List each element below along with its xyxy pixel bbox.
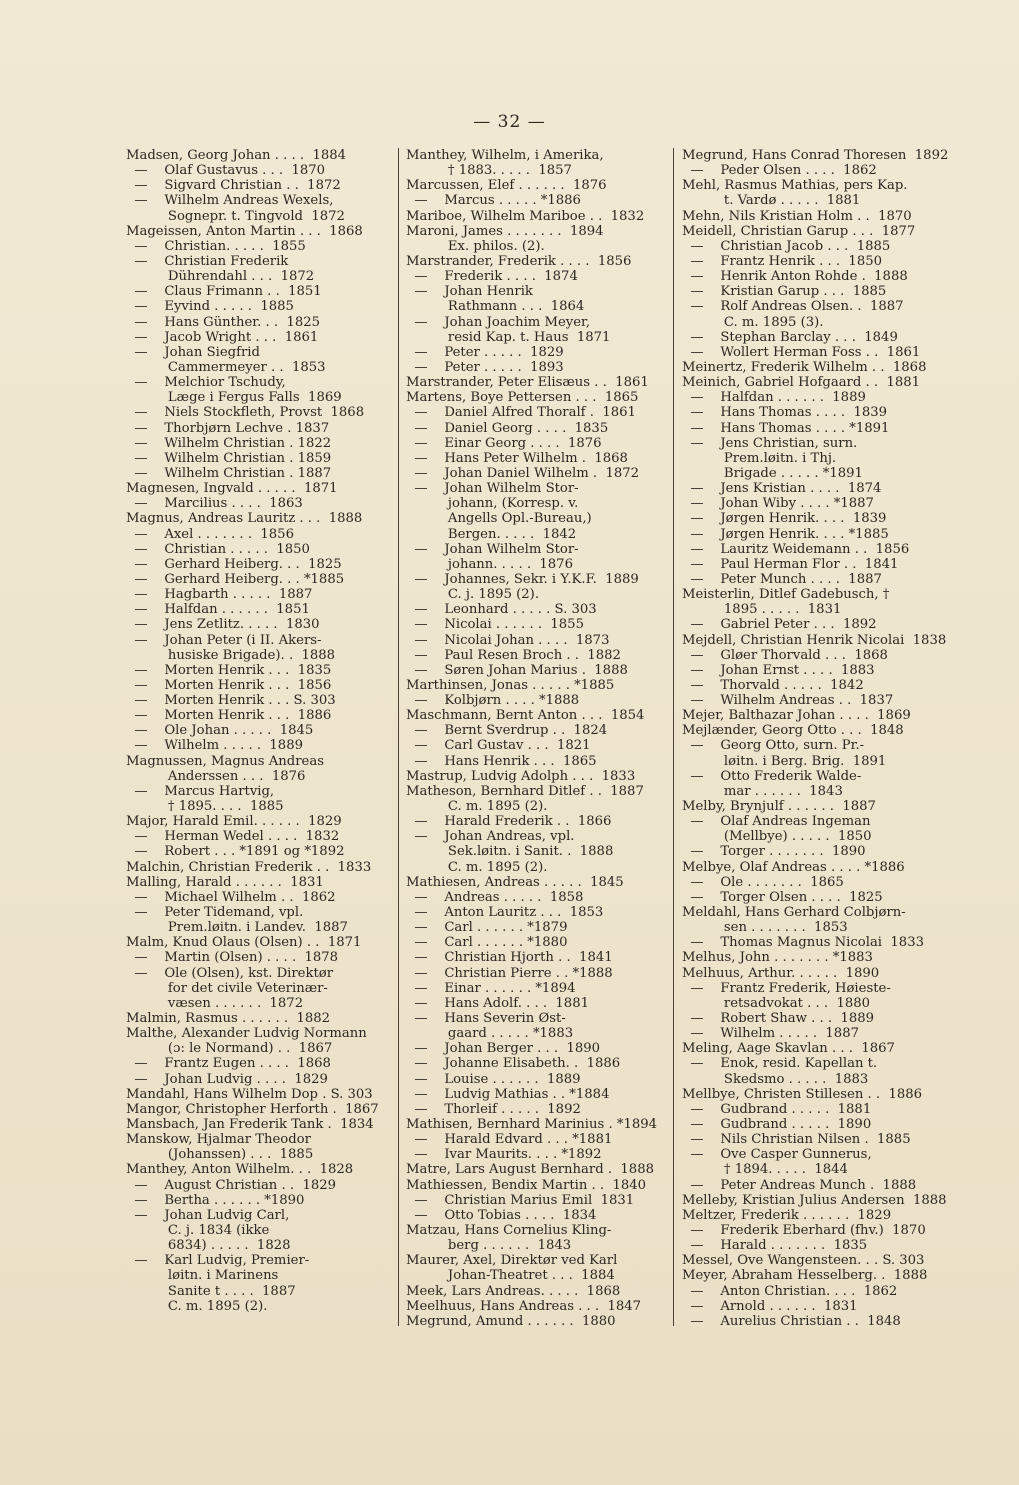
register-entry: — Robert Shaw . . . 1889 [682, 1011, 875, 1027]
register-entry: Meling, Aage Skavlan . . . 1867 [682, 1041, 895, 1057]
register-entry: — Gerhard Heiberg. . . 1825 [126, 556, 342, 572]
register-entry: Melbye, Olaf Andreas . . . . *1886 [682, 859, 905, 875]
register-entry: — Wilhelm Andreas . . 1837 [682, 693, 894, 709]
register-entry: — Christian Marius Emil 1831 [406, 1192, 635, 1208]
register-entry: — Wilhelm Andreas Wexels, [126, 193, 334, 209]
register-entry: Mathisen, Bernhard Marinius . *1894 [406, 1117, 658, 1132]
register-entry: — Arnold . . . . . . 1831 [682, 1298, 858, 1314]
register-entry: — Ludvig Mathias . . *1884 [406, 1086, 610, 1102]
register-entry: Magnussen, Magnus Andreas [126, 753, 324, 769]
register-entry: C. m. 1895 (2). [406, 799, 548, 815]
register-entry: — Anton Christian. . . . 1862 [682, 1283, 898, 1299]
register-entry: Meek, Lars Andreas. . . . . 1868 [406, 1283, 621, 1299]
register-entry: — Georg Otto, surn. Pr.- [682, 738, 865, 754]
register-entry: Angells Opl.-Bureau,) [406, 511, 592, 527]
register-entry: Ex. philos. (2). [406, 238, 545, 254]
register-entry: — Wilhelm . . . . . 1889 [126, 738, 303, 754]
register-entry: — Carl Gustav . . . 1821 [406, 738, 591, 754]
register-entry: Malmin, Rasmus . . . . . . 1882 [126, 1011, 331, 1027]
register-entry: — Peter . . . . . 1893 [406, 359, 564, 375]
register-entry: Læge i Fergus Falls 1869 [126, 390, 342, 406]
register-entry: — Daniel Georg . . . . 1835 [406, 420, 609, 436]
register-entry: Mageissen, Anton Martin . . . 1868 [126, 223, 363, 239]
register-entry: Messel, Ove Wangensteen. . . S. 303 [682, 1253, 925, 1269]
register-entry: Mansbach, Jan Frederik Tank . 1834 [126, 1117, 374, 1132]
register-entry: — Hans Peter Wilhelm . 1868 [406, 450, 628, 466]
register-entry: Mathiesen, Andreas . . . . . 1845 [406, 874, 624, 890]
register-entry: — Aurelius Christian . . 1848 [682, 1313, 901, 1329]
register-entry: Mellbye, Christen Stillesen . . 1886 [682, 1086, 923, 1102]
register-entry: — Carl . . . . . . *1880 [406, 935, 568, 951]
register-entry: Malling, Harald . . . . . . 1831 [126, 874, 324, 890]
register-entry: — Frantz Eugen . . . . 1868 [126, 1056, 331, 1072]
register-entry: — Thorleif . . . . . 1892 [406, 1101, 581, 1117]
register-entry: — Peder Olsen . . . . 1862 [682, 163, 877, 179]
register-entry: Magnesen, Ingvald . . . . . 1871 [126, 481, 338, 497]
register-entry: Marthinsen, Jonas . . . . . *1885 [406, 677, 615, 693]
register-entry: Megrund, Amund . . . . . . 1880 [406, 1313, 616, 1329]
register-entry: — Marcus Hartvig, [126, 783, 275, 799]
register-entry: Mariboe, Wilhelm Mariboe . . 1832 [406, 208, 645, 224]
register-entry: Meldahl, Hans Gerhard Colbjørn- [682, 905, 906, 921]
register-entry: Matheson, Bernhard Ditlef . . 1887 [406, 783, 644, 799]
register-entry: Cammermeyer . . 1853 [126, 359, 326, 375]
register-entry: — Daniel Alfred Thoralf . 1861 [406, 405, 636, 421]
register-entry: — Halfdan . . . . . . 1851 [126, 602, 310, 618]
register-entry: — Rolf Andreas Olsen. . 1887 [682, 299, 904, 315]
register-entry: — Niels Stockfleth, Provst 1868 [126, 405, 365, 421]
register-entry: Meinertz, Frederik Wilhelm . . 1868 [682, 359, 927, 375]
register-entry: — Nils Christian Nilsen . 1885 [682, 1132, 911, 1148]
register-entry: — Olaf Andreas Ingeman [682, 814, 871, 830]
column-divider-2 [673, 148, 674, 1326]
register-entry: — Marcus . . . . . *1886 [406, 193, 581, 209]
register-entry: Mejdell, Christian Henrik Nicolai 1838 [682, 632, 947, 648]
register-entry: Marcussen, Elef . . . . . . 1876 [406, 178, 607, 194]
register-entry: — Jørgen Henrik. . . . 1839 [682, 511, 887, 527]
register-entry: Mejer, Balthazar Johan . . . . 1869 [682, 708, 911, 724]
register-entry: — Morten Henrik . . . 1856 [126, 677, 332, 693]
register-entry: — Jens Kristian . . . . 1874 [682, 481, 882, 497]
register-entry: — Anton Lauritz . . . 1853 [406, 905, 604, 921]
register-entry: — Paul Herman Flor . . 1841 [682, 556, 899, 572]
name-column-3 [682, 148, 954, 1329]
register-entry: — Peter Andreas Munch . 1888 [682, 1177, 917, 1193]
register-entry: — Christian Pierre . . *1888 [406, 965, 613, 981]
page-number: — 32 — [473, 112, 546, 132]
register-entry: — Hans Severin Øst- [406, 1011, 566, 1027]
register-entry: — Stephan Barclay . . . 1849 [682, 329, 898, 345]
register-entry: — Claus Frimann . . 1851 [126, 284, 322, 300]
register-entry: † 1895. . . . 1885 [126, 799, 284, 815]
register-entry: — Johan Berger . . . 1890 [406, 1041, 601, 1057]
register-entry: — Melchior Tschudy, [126, 375, 286, 391]
register-entry: Dührendahl . . . 1872 [126, 269, 315, 285]
register-entry: 1895 . . . . . 1831 [682, 602, 842, 618]
register-entry: — Thorbjørn Lechve . 1837 [126, 420, 330, 436]
register-entry: johann, (Korresp. v. [406, 496, 579, 512]
register-entry: Mehn, Nils Kristian Holm . . 1870 [682, 208, 912, 224]
register-entry: — Axel . . . . . . . 1856 [126, 526, 294, 542]
register-entry: — Henrik Anton Rohde . 1888 [682, 269, 908, 285]
register-entry: — Thorvald . . . . . 1842 [682, 677, 864, 693]
register-entry: — Johan Henrik [406, 284, 533, 300]
register-entry: — Wilhelm Christian . 1859 [126, 450, 332, 466]
register-entry: — Morten Henrik . . . S. 303 [126, 693, 336, 709]
register-entry: Johan-Theatret . . . 1884 [406, 1268, 615, 1284]
register-entry: — Jens Zetlitz. . . . . 1830 [126, 617, 320, 633]
register-entry: Marstrander, Peter Elisæus . . 1861 [406, 375, 649, 391]
register-entry: sen . . . . . . . 1853 [682, 920, 848, 936]
register-entry: — Martin (Olsen) . . . . 1878 [126, 950, 339, 966]
register-entry: — Wilhelm Christian . 1887 [126, 465, 332, 481]
register-entry: C. j. 1834 (ikke [126, 1222, 270, 1238]
register-entry: — Frederik Eberhard (fhv.) 1870 [682, 1222, 926, 1238]
register-entry: — Louise . . . . . . 1889 [406, 1071, 581, 1087]
register-entry: — Lauritz Weidemann . . 1856 [682, 541, 910, 557]
register-entry: — Wilhelm Christian . 1822 [126, 435, 332, 451]
register-entry: — Johan Peter (i II. Akers- [126, 632, 322, 648]
register-entry: — Christian Hjorth . . 1841 [406, 950, 613, 966]
register-entry: resid Kap. t. Haus 1871 [406, 329, 611, 345]
register-entry: — Gudbrand . . . . . 1881 [682, 1101, 872, 1117]
register-entry: Melleby, Kristian Julius Andersen 1888 [682, 1192, 947, 1208]
register-entry: — Peter Tidemand, vpl. [126, 905, 304, 921]
register-entry: — Johan Andreas, vpl. [406, 829, 575, 845]
register-entry: Meidell, Christian Garup . . . 1877 [682, 223, 916, 239]
register-entry: — Andreas . . . . . 1858 [406, 889, 584, 905]
register-entry: — Eyvind . . . . . 1885 [126, 299, 294, 315]
register-entry: — Jørgen Henrik. . . . *1885 [682, 526, 889, 542]
register-entry: — Einar . . . . . . *1894 [406, 980, 576, 996]
register-entry: Magnus, Andreas Lauritz . . . 1888 [126, 511, 363, 527]
register-entry: johann. . . . . 1876 [406, 556, 573, 572]
register-entry: — Ivar Maurits. . . . *1892 [406, 1147, 602, 1163]
register-entry: mar . . . . . . 1843 [682, 783, 843, 799]
register-entry: — Johan Joachim Meyer, [406, 314, 591, 330]
register-entry: — Søren Johan Marius . 1888 [406, 662, 628, 678]
register-entry: — Leonhard . . . . . S. 303 [406, 602, 597, 618]
register-entry: husiske Brigade). . 1888 [126, 647, 336, 663]
register-entry: — Johan Wiby . . . . *1887 [682, 496, 874, 512]
column-divider-1 [398, 148, 399, 1326]
register-entry: Maroni, James . . . . . . . 1894 [406, 223, 604, 239]
register-entry: (Johanssen) . . . 1885 [126, 1147, 314, 1163]
register-entry: Prem.løitn. i Thj. [682, 450, 837, 466]
register-entry: — Enok, resid. Kapellan t. [682, 1056, 878, 1072]
name-column-1 [126, 148, 388, 1314]
register-entry: — Hans Günther. . . 1825 [126, 314, 321, 330]
register-entry: — Frederik . . . . 1874 [406, 269, 578, 285]
register-entry: Madsen, Georg Johan . . . . 1884 [126, 148, 347, 163]
register-entry: — Hans Thomas . . . . *1891 [682, 420, 890, 436]
register-entry: — Hagbarth . . . . . 1887 [126, 587, 313, 603]
register-entry: — Halfdan . . . . . . 1889 [682, 390, 866, 406]
register-entry: (ɔ: le Normand) . . 1867 [126, 1041, 333, 1057]
register-entry: — Nicolai Johan . . . . 1873 [406, 632, 610, 648]
register-entry: Meisterlin, Ditlef Gadebusch, † [682, 587, 890, 603]
register-entry: — Ole (Olsen), kst. Direktør [126, 965, 334, 981]
register-entry: C. j. 1895 (2). [406, 587, 540, 603]
register-entry: — Torger . . . . . . . 1890 [682, 844, 866, 860]
register-entry: — Christian. . . . . 1855 [126, 238, 306, 254]
register-entry: — Thomas Magnus Nicolai 1833 [682, 935, 924, 951]
register-entry: C. m. 1895 (2). [126, 1298, 268, 1314]
register-entry: — Hans Adolf. . . . 1881 [406, 995, 589, 1011]
register-entry: — Hans Henrik . . . 1865 [406, 753, 597, 769]
register-entry: berg . . . . . . 1843 [406, 1238, 572, 1254]
register-entry: Mejlænder, Georg Otto . . . 1848 [682, 723, 904, 739]
register-entry: gaard . . . . . *1883 [406, 1026, 574, 1042]
register-entry: — Harald Edvard . . . *1881 [406, 1132, 613, 1148]
register-entry: Malm, Knud Olaus (Olsen) . . 1871 [126, 935, 362, 951]
register-entry: Matre, Lars August Bernhard . 1888 [406, 1162, 654, 1178]
register-entry: — Frantz Henrik . . . 1850 [682, 253, 882, 269]
register-entry: — Wilhelm . . . . . 1887 [682, 1026, 859, 1042]
register-entry: — Morten Henrik . . . 1835 [126, 662, 332, 678]
register-entry: Prem.løitn. i Landev. 1887 [126, 920, 348, 936]
register-entry: — Christian Frederik [126, 253, 289, 269]
register-entry: — Sigvard Christian . . 1872 [126, 178, 341, 194]
register-entry: — Jens Christian, surn. [682, 435, 858, 451]
register-entry: Manskow, Hjalmar Theodor [126, 1132, 311, 1148]
register-entry: Mangor, Christopher Herforth . 1867 [126, 1101, 379, 1117]
register-entry: Sognepr. t. Tingvold 1872 [126, 208, 345, 224]
register-entry: Malchin, Christian Frederik . . 1833 [126, 859, 372, 875]
register-entry: — Paul Resen Broch . . 1882 [406, 647, 621, 663]
register-entry: t. Vardø . . . . . 1881 [682, 193, 861, 209]
register-entry: — Peter Munch . . . . 1887 [682, 571, 882, 587]
register-entry: retsadvokat . . . 1880 [682, 995, 871, 1011]
register-entry: Meltzer, Frederik . . . . . . 1829 [682, 1207, 892, 1223]
register-entry: Meinich, Gabriel Hofgaard . . 1881 [682, 375, 921, 391]
register-entry: Sanite t . . . . 1887 [126, 1283, 296, 1299]
register-entry: — Olaf Gustavus . . . 1870 [126, 163, 326, 179]
register-entry: Melby, Brynjulf . . . . . . 1887 [682, 799, 876, 815]
register-entry: — Michael Wilhelm . . 1862 [126, 889, 336, 905]
register-entry: 6834) . . . . . 1828 [126, 1238, 291, 1254]
register-entry: Melhuus, Arthur. . . . . . 1890 [682, 965, 880, 981]
register-entry: — Harald . . . . . . . 1835 [682, 1238, 868, 1254]
register-entry: — Christian . . . . . 1850 [126, 541, 310, 557]
register-entry: løitn. i Marinens [126, 1268, 279, 1284]
register-entry: — Johan Ludvig . . . . 1829 [126, 1071, 328, 1087]
register-entry: (Mellbye) . . . . . 1850 [682, 829, 872, 845]
register-entry: — Bernt Sverdrup . . 1824 [406, 723, 608, 739]
register-entry: — Hans Thomas . . . . 1839 [682, 405, 887, 421]
register-entry: Maurer, Axel, Direktør ved Karl [406, 1253, 618, 1269]
register-entry: — Johan Wilhelm Stor- [406, 481, 579, 497]
register-entry: — Ole . . . . . . . 1865 [682, 874, 844, 890]
register-entry: — Einar Georg . . . . 1876 [406, 435, 602, 451]
register-entry: Anderssen . . . 1876 [126, 768, 306, 784]
register-entry: — Karl Ludvig, Premier- [126, 1253, 310, 1269]
register-entry: — Johan Wilhelm Stor- [406, 541, 579, 557]
register-entry: — Marcilius . . . . 1863 [126, 496, 303, 512]
register-entry: — Johan Ernst . . . . 1883 [682, 662, 875, 678]
register-entry: Sek.løitn. i Sanit. . 1888 [406, 844, 614, 860]
register-entry: — Johan Siegfrid [126, 344, 260, 360]
register-entry: — Christian Jacob . . . 1885 [682, 238, 891, 254]
register-entry: — Kolbjørn . . . . *1888 [406, 693, 580, 709]
register-entry: — Carl . . . . . . *1879 [406, 920, 568, 936]
register-entry: — Gudbrand . . . . . 1890 [682, 1117, 872, 1132]
register-entry: — Gløer Thorvald . . . 1868 [682, 647, 888, 663]
register-entry: — Bertha . . . . . . *1890 [126, 1192, 305, 1208]
register-entry: for det civile Veterinær- [126, 980, 328, 996]
register-entry: Mehl, Rasmus Mathias, pers Kap. [682, 178, 908, 194]
name-column-2 [406, 148, 668, 1329]
register-entry: C. m. 1895 (2). [406, 859, 548, 875]
register-entry: Meyer, Abraham Hesselberg. . 1888 [682, 1268, 928, 1284]
register-entry: Manthey, Anton Wilhelm. . . 1828 [126, 1162, 354, 1178]
register-entry: — Harald Frederik . . 1866 [406, 814, 612, 830]
register-entry: — Jacob Wright . . . 1861 [126, 329, 319, 345]
register-entry: — Torger Olsen . . . . 1825 [682, 889, 883, 905]
register-entry: Matzau, Hans Cornelius Kling- [406, 1222, 612, 1238]
register-entry: — Johan Daniel Wilhelm . 1872 [406, 465, 640, 481]
register-entry: Skedsmo . . . . . 1883 [682, 1071, 869, 1087]
register-entry: Brigade . . . . . *1891 [682, 465, 863, 481]
register-entry: † 1894. . . . . 1844 [682, 1162, 848, 1178]
register-entry: — Herman Wedel . . . . 1832 [126, 829, 340, 845]
register-entry: — Johan Ludvig Carl, [126, 1207, 290, 1223]
register-entry: Malthe, Alexander Ludvig Normann [126, 1026, 367, 1042]
register-entry: — Otto Tobias . . . . 1834 [406, 1207, 597, 1223]
register-entry: — Wollert Herman Foss . . 1861 [682, 344, 921, 360]
register-entry: Megrund, Hans Conrad Thoresen 1892 [682, 148, 949, 163]
register-entry: væsen . . . . . . 1872 [126, 995, 304, 1011]
register-entry: † 1883. . . . . 1857 [406, 163, 572, 179]
register-entry: Manthey, Wilhelm, i Amerika, [406, 148, 604, 163]
register-entry: Meelhuus, Hans Andreas . . . 1847 [406, 1298, 642, 1314]
register-entry: — Ove Casper Gunnerus, [682, 1147, 872, 1163]
register-entry: — Nicolai . . . . . . 1855 [406, 617, 584, 633]
register-entry: — Peter . . . . . 1829 [406, 344, 564, 360]
register-entry: C. m. 1895 (3). [682, 314, 824, 330]
register-entry: Rathmann . . . 1864 [406, 299, 585, 315]
register-entry: — Gabriel Peter . . . 1892 [682, 617, 877, 633]
register-entry: — Frantz Frederik, Høieste- [682, 980, 891, 996]
register-entry: — Robert . . . *1891 og *1892 [126, 844, 345, 860]
register-entry: Marstrander, Frederik . . . . 1856 [406, 253, 632, 269]
register-entry: Bergen. . . . . 1842 [406, 526, 577, 542]
register-entry: — Johanne Elisabeth. . 1886 [406, 1056, 621, 1072]
register-entry: — Otto Frederik Walde- [682, 768, 862, 784]
register-entry: Major, Harald Emil. . . . . . 1829 [126, 814, 342, 830]
register-entry: — August Christian . . 1829 [126, 1177, 337, 1193]
register-entry: Mathiessen, Bendix Martin . . 1840 [406, 1177, 647, 1193]
register-entry: Martens, Boye Pettersen . . . 1865 [406, 390, 639, 406]
register-entry: Mastrup, Ludvig Adolph . . . 1833 [406, 768, 636, 784]
register-entry: løitn. i Berg. Brig. 1891 [682, 753, 887, 769]
register-entry: — Ole Johan . . . . . 1845 [126, 723, 314, 739]
register-entry: Maschmann, Bernt Anton . . . 1854 [406, 708, 645, 724]
register-entry: — Johannes, Sekr. i Y.K.F. 1889 [406, 571, 639, 587]
register-entry: — Morten Henrik . . . 1886 [126, 708, 332, 724]
register-entry: — Kristian Garup . . . 1885 [682, 284, 887, 300]
register-entry: Melhus, John . . . . . . . *1883 [682, 950, 873, 966]
register-entry: — Gerhard Heiberg. . . *1885 [126, 571, 345, 587]
register-entry: Mandahl, Hans Wilhelm Dop . S. 303 [126, 1086, 373, 1102]
